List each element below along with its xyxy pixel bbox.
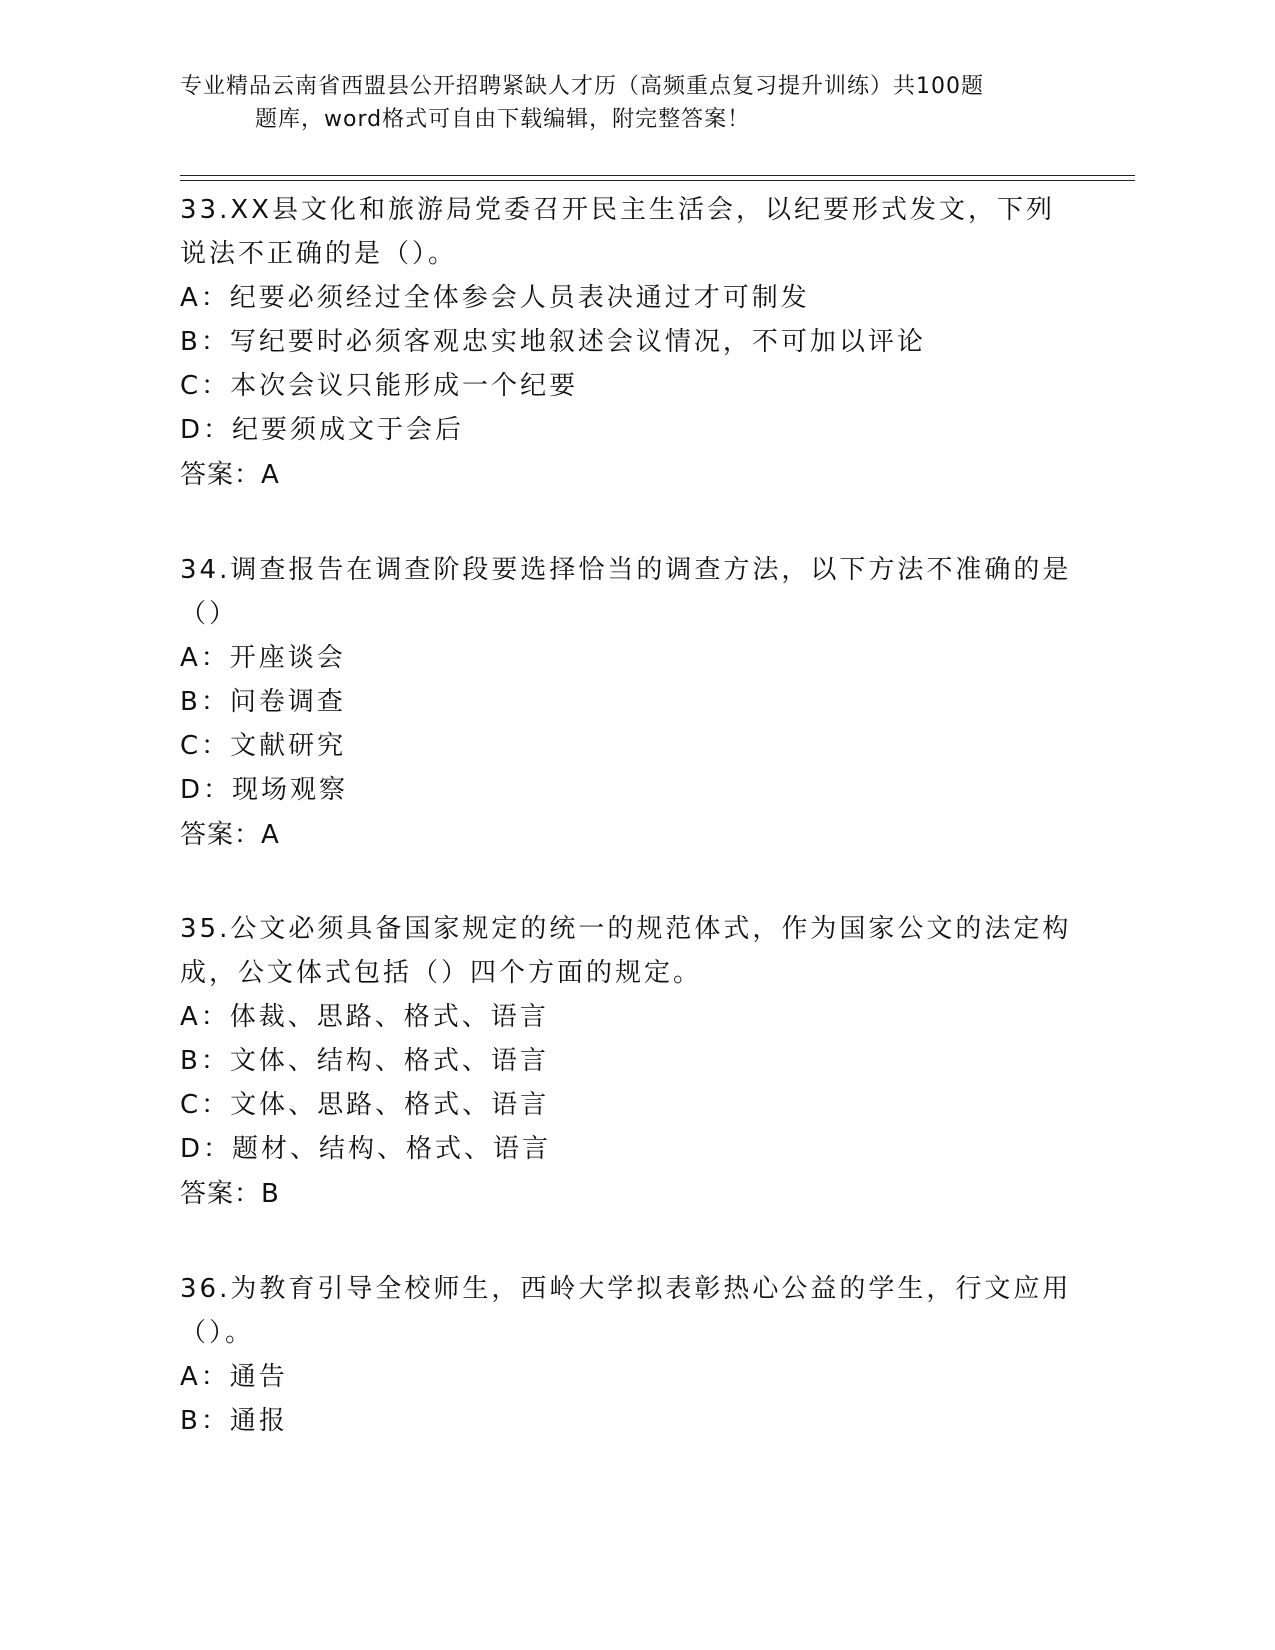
option-d: D：现场观察 bbox=[180, 775, 349, 805]
question-stem: 33.XX县文化和旅游局党委召开民主生活会，以纪要形式发文，下列说法不正确的是（）。 bbox=[180, 195, 1055, 269]
option-d: D：题材、结构、格式、语言 bbox=[180, 1134, 552, 1164]
option-a: A：通告 bbox=[180, 1362, 288, 1392]
option-d: D：纪要须成文于会后 bbox=[180, 415, 465, 445]
answer: 答案：A bbox=[180, 460, 280, 490]
answer: 答案：A bbox=[180, 820, 280, 850]
option-a: A：开座谈会 bbox=[180, 643, 346, 673]
option-b: B：通报 bbox=[180, 1406, 288, 1436]
option-c: C：文体、思路、格式、语言 bbox=[180, 1090, 550, 1120]
header-title-line-1: 专业精品云南省西盟县公开招聘紧缺人才历（高频重点复习提升训练）共100题 bbox=[180, 74, 984, 99]
option-a: A：体裁、思路、格式、语言 bbox=[180, 1002, 549, 1032]
document-header bbox=[180, 70, 1060, 136]
option-b: B：文体、结构、格式、语言 bbox=[180, 1046, 549, 1076]
option-b: B：写纪要时必须客观忠实地叙述会议情况，不可加以评论 bbox=[180, 327, 926, 357]
option-c: C：文献研究 bbox=[180, 731, 347, 761]
answer: 答案：B bbox=[180, 1179, 280, 1209]
header-divider-bottom bbox=[180, 180, 1135, 181]
question-36 bbox=[180, 1267, 1080, 1443]
option-b: B：问卷调查 bbox=[180, 687, 346, 717]
question-stem: 36.为教育引导全校师生，西岭大学拟表彰热心公益的学生，行文应用（）。 bbox=[180, 1274, 1072, 1348]
header-divider-top bbox=[180, 175, 1135, 176]
question-35 bbox=[180, 907, 1080, 1217]
question-stem: 35.公文必须具备国家规定的统一的规范体式，作为国家公文的法定构成，公文体式包括（）四个方面的规定。 bbox=[180, 914, 1072, 988]
question-33 bbox=[180, 188, 1080, 498]
question-stem: 34.调查报告在调查阶段要选择恰当的调查方法，以下方法不准确的是（） bbox=[180, 555, 1072, 629]
question-34 bbox=[180, 548, 1080, 858]
header-title-line-2: 题库，word格式可自由下载编辑，附完整答案！ bbox=[255, 107, 751, 132]
option-a: A：纪要必须经过全体参会人员表决通过才可制发 bbox=[180, 283, 810, 313]
option-c: C：本次会议只能形成一个纪要 bbox=[180, 371, 579, 401]
